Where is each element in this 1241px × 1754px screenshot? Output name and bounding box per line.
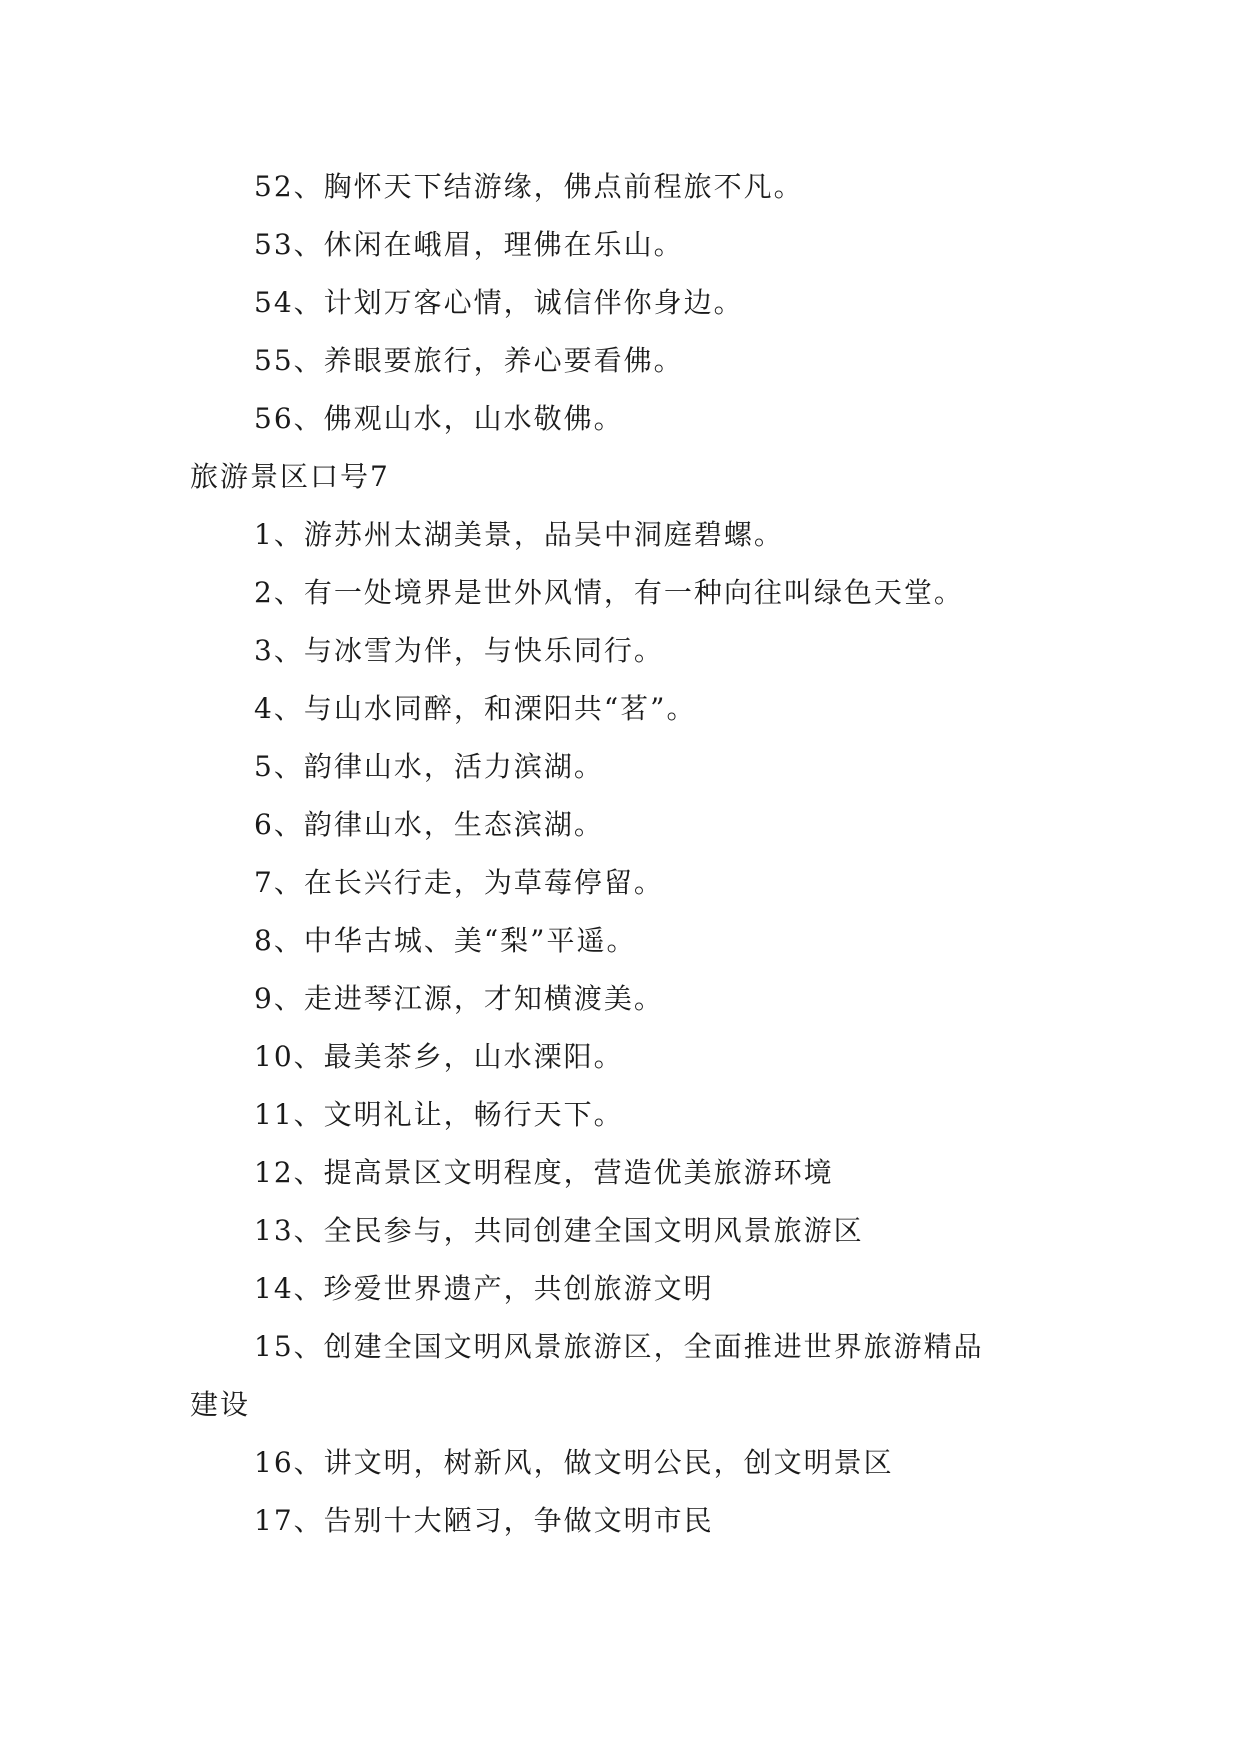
slogan-line: 52、胸怀天下结游缘，佛点前程旅不凡。 xyxy=(254,170,804,203)
slogan-line: 8、中华古城、美“梨”平遥。 xyxy=(254,924,637,957)
slogan-line: 16、讲文明，树新风，做文明公民，创文明景区 xyxy=(254,1446,894,1479)
slogan-line: 55、养眼要旅行，养心要看佛。 xyxy=(254,344,684,377)
slogan-line: 56、佛观山水，山水敬佛。 xyxy=(254,402,624,435)
slogan-line: 14、珍爱世界遗产，共创旅游文明 xyxy=(254,1272,714,1305)
slogan-line: 15、创建全国文明风景旅游区，全面推进世界旅游精品 xyxy=(254,1330,984,1363)
slogan-line: 17、告别十大陋习，争做文明市民 xyxy=(254,1504,714,1537)
slogan-line: 53、休闲在峨眉，理佛在乐山。 xyxy=(254,228,684,261)
slogan-line: 12、提高景区文明程度，营造优美旅游环境 xyxy=(254,1156,834,1189)
slogan-line: 13、全民参与，共同创建全国文明风景旅游区 xyxy=(254,1214,864,1247)
slogan-line: 7、在长兴行走，为草莓停留。 xyxy=(254,866,664,899)
slogan-line: 6、韵律山水，生态滨湖。 xyxy=(254,808,604,841)
slogan-line: 2、有一处境界是世外风情，有一种向往叫绿色天堂。 xyxy=(254,576,964,609)
document-body xyxy=(190,158,1060,1550)
slogan-line: 10、最美茶乡，山水溧阳。 xyxy=(254,1040,624,1073)
slogan-line: 54、计划万客心情，诚信伴你身边。 xyxy=(254,286,744,319)
slogan-line: 1、游苏州太湖美景，品吴中洞庭碧螺。 xyxy=(254,518,784,551)
slogan-line: 11、文明礼让，畅行天下。 xyxy=(254,1098,624,1131)
slogan-line: 3、与冰雪为伴，与快乐同行。 xyxy=(254,634,664,667)
slogan-line: 5、韵律山水，活力滨湖。 xyxy=(254,750,604,783)
slogan-line-continuation: 建设 xyxy=(190,1388,251,1421)
slogan-line: 4、与山水同醉，和溧阳共“茗”。 xyxy=(254,692,697,725)
slogan-line: 9、走进琴江源，才知横渡美。 xyxy=(254,982,664,1015)
section-title: 旅游景区口号7 xyxy=(190,460,390,493)
